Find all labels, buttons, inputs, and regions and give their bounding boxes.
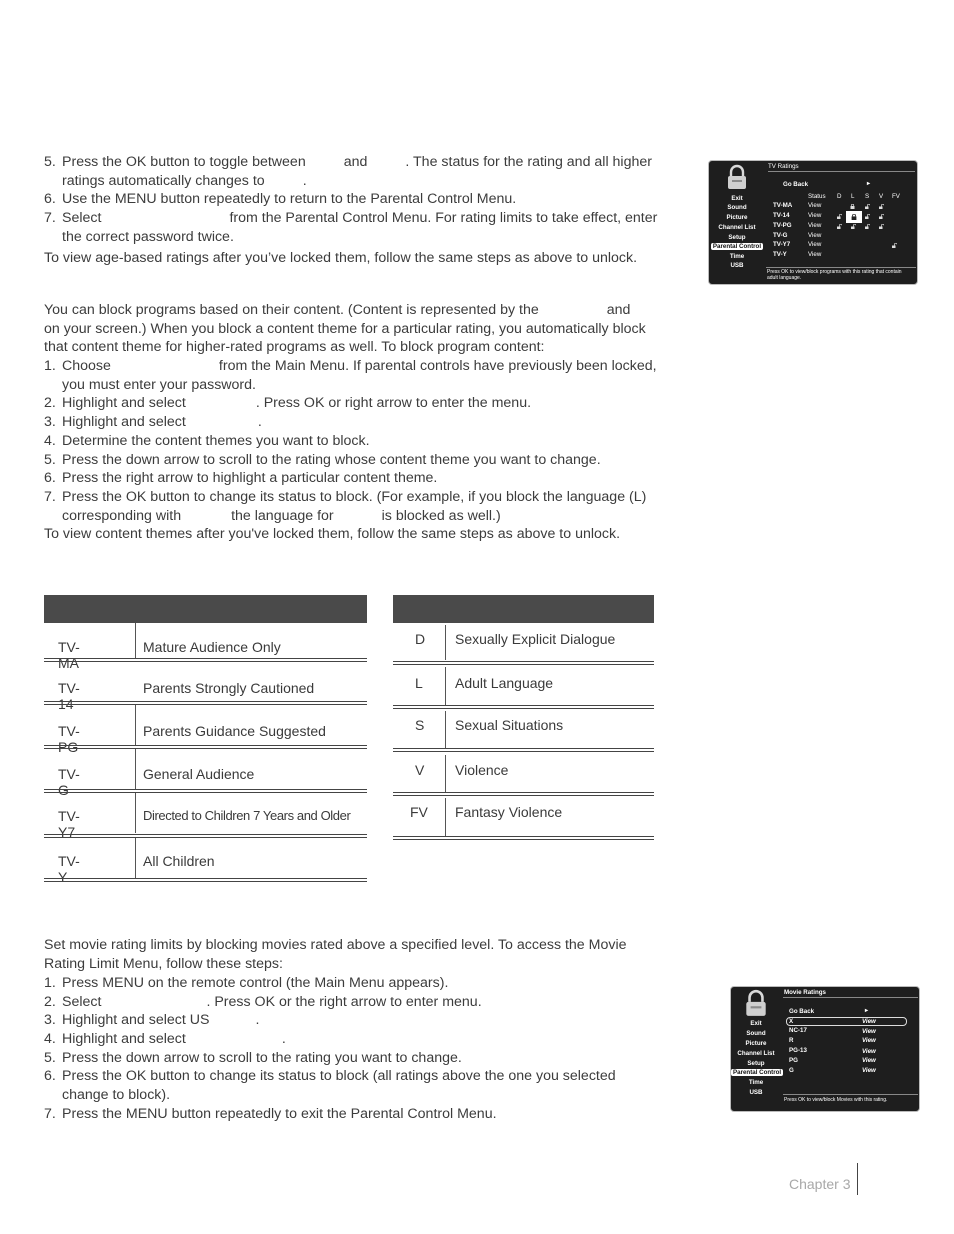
theme-column-header: FV (892, 193, 900, 200)
row-divider (44, 834, 367, 838)
step-line (62, 507, 501, 526)
step-number: 6. (44, 191, 56, 207)
theme-column-header: V (879, 193, 884, 200)
step-number: 1. (44, 975, 56, 991)
step-number: 6. (44, 1068, 56, 1084)
step-text: is blocked as well.) (381, 508, 501, 524)
rating-row-label[interactable]: TV-G (773, 232, 788, 239)
column-divider (445, 667, 446, 705)
rating-row-status: View (862, 1057, 876, 1064)
menu-item-usb[interactable]: USB (730, 262, 744, 269)
rating-row-label[interactable]: TV-PG (773, 222, 792, 229)
hint-text: Press OK to view/block Movies with this rating. (784, 1097, 888, 1103)
rating-row-label[interactable]: G (789, 1067, 794, 1074)
step-text: . (255, 1012, 260, 1028)
rating-row-status: View (808, 202, 822, 209)
step-text: . (302, 173, 307, 189)
menu-item-time[interactable]: Time (748, 1079, 764, 1086)
step-number: 3. (44, 414, 56, 430)
unlock-icon[interactable] (851, 224, 856, 229)
menu-item-parental-control[interactable] (709, 243, 765, 250)
rating-code: TV-MA (58, 639, 80, 671)
rating-row-status: View (808, 251, 822, 258)
theme-column-header: S (865, 193, 870, 200)
step-line: you must enter your password. (62, 377, 256, 393)
step-line (44, 469, 437, 488)
step-number: 5. (44, 452, 56, 468)
menu-item-picture[interactable]: Picture (745, 1040, 767, 1047)
step-number: 4. (44, 1031, 56, 1047)
menu-selected-label: Parental Control (712, 243, 762, 250)
themes-table (393, 595, 654, 845)
rating-row-label[interactable]: PG (789, 1057, 798, 1064)
row-divider (44, 745, 367, 749)
rating-code: TV-14 (58, 680, 80, 712)
column-divider (445, 755, 446, 792)
step-text: the correct password twice. (62, 229, 234, 245)
step-text: Press the OK button to toggle between (62, 154, 306, 170)
rating-row-status: View (862, 1028, 876, 1035)
theme-code: V (415, 762, 425, 778)
step-text: and (343, 154, 368, 170)
selected-row-highlight[interactable] (786, 1017, 907, 1026)
step-line (44, 974, 448, 993)
step-text: ratings automatically changes to (62, 173, 265, 189)
unlock-icon[interactable] (865, 214, 870, 219)
theme-description: Violence (455, 762, 509, 778)
menu-item-usb[interactable]: USB (749, 1089, 763, 1096)
row-divider (44, 658, 367, 662)
column-divider (445, 798, 446, 836)
rating-description: Mature Audience Only (143, 639, 281, 655)
theme-column-header: D (837, 193, 842, 200)
lock-icon (851, 214, 857, 220)
menu-item-picture[interactable]: Picture (726, 214, 748, 221)
row-divider (44, 701, 367, 705)
unlock-icon[interactable] (837, 224, 842, 229)
rating-row-status: View (808, 232, 822, 239)
step-text: from the Parental Control Menu. For rating limits to take effect, enter (229, 210, 658, 226)
themes-table-header (393, 595, 654, 623)
rating-row-status: View (862, 1037, 876, 1044)
step-line (62, 228, 234, 247)
intro-line (44, 301, 630, 320)
step-line (44, 394, 531, 413)
theme-code: L (415, 675, 423, 691)
step-line (44, 209, 657, 228)
step-line (44, 1049, 462, 1068)
rating-row-label[interactable]: PG-13 (789, 1047, 807, 1054)
row-divider (393, 836, 654, 840)
title-rule (783, 997, 918, 998)
status-column-header: Status (808, 193, 826, 200)
hint-text: Press OK to view/block programs with this rating that contain (767, 269, 902, 275)
step-number: 4. (44, 433, 56, 449)
intro-text: and (606, 302, 631, 318)
lock-icon[interactable] (850, 204, 855, 209)
rating-row-label[interactable]: TV-14 (773, 212, 790, 219)
step-text: Highlight and select US (62, 1012, 210, 1028)
step-line (44, 488, 646, 507)
step-line (44, 357, 657, 376)
step-text: Choose (62, 358, 111, 374)
step-text: . Press OK or the right arrow to enter menu. (206, 994, 482, 1010)
step-number: 5. (44, 154, 56, 170)
column-divider (135, 838, 136, 878)
step-text: Press the down arrow to scroll to the rating whose content theme you want to change. (62, 452, 601, 468)
step-number: 7. (44, 210, 56, 226)
step-number: 1. (44, 358, 56, 374)
padlock-icon (745, 989, 767, 1017)
rating-row-status: View (862, 1048, 876, 1055)
rating-row-label[interactable]: TV-Y7 (773, 241, 791, 248)
column-divider (135, 623, 136, 659)
column-divider (135, 793, 136, 833)
step-line (44, 1105, 497, 1124)
step-number: 3. (44, 1012, 56, 1028)
hint-text: adult language. (767, 275, 802, 281)
unlock-icon[interactable] (879, 224, 884, 229)
screen-title: Movie Ratings (784, 989, 826, 996)
row-divider (393, 748, 654, 752)
row-divider (393, 792, 654, 796)
menu-item-sound[interactable]: Sound (727, 204, 747, 211)
step-text: . (257, 414, 262, 430)
menu-item-channel-list[interactable]: Channel List (718, 224, 756, 231)
step-text: corresponding with (62, 508, 182, 524)
rating-code: TV-PG (58, 723, 80, 755)
rating-description: All Children (143, 853, 215, 869)
chapter-label: Chapter 3 (789, 1176, 851, 1192)
movie-ratings-screenshot (730, 986, 920, 1112)
step-text: Highlight and select (62, 414, 186, 430)
unlock-icon[interactable] (879, 214, 884, 219)
column-divider (135, 705, 136, 745)
rating-row-status: View (808, 212, 822, 219)
go-back-item[interactable]: Go Back (789, 1008, 815, 1015)
theme-description: Adult Language (455, 675, 554, 691)
theme-description: Sexual Situations (455, 717, 564, 733)
row-divider (44, 789, 367, 793)
column-divider (445, 711, 446, 749)
unlock-icon[interactable] (892, 243, 897, 248)
step-line (44, 993, 482, 1012)
step-line (44, 153, 652, 172)
step-text: Use the MENU button repeatedly to return to the Parental Control Menu. (62, 191, 517, 207)
menu-item-exit[interactable]: Exit (731, 195, 743, 202)
step-line (62, 172, 307, 191)
step-text: Determine the content themes you want to block. (62, 433, 370, 449)
step-text: Select (62, 210, 102, 226)
theme-code: S (415, 717, 425, 733)
step-text: Press the right arrow to highlight a particular content theme. (62, 470, 438, 486)
arrow-right-icon: ▸ (867, 180, 871, 187)
rating-row-label[interactable]: TV-MA (773, 202, 793, 209)
rating-row-status: View (808, 222, 822, 229)
column-divider (445, 625, 446, 660)
step-number: 6. (44, 470, 56, 486)
rating-row-label[interactable]: X (789, 1018, 794, 1025)
intro-line: that content theme for higher-rated programs as well. To block program content: (44, 339, 545, 355)
column-divider (135, 749, 136, 789)
row-divider (393, 705, 654, 709)
title-rule (768, 171, 915, 172)
note-text: To view age-based ratings after you’ve locked them, follow the same steps as above to unlock. (44, 250, 638, 266)
menu-item-channel-list[interactable]: Channel List (737, 1050, 775, 1057)
intro-line: Rating Limit Menu, follow these steps: (44, 956, 283, 972)
ratings-table-header (44, 595, 367, 623)
theme-description: Sexually Explicit Dialogue (455, 631, 616, 647)
menu-item-setup[interactable]: Setup (728, 234, 746, 241)
theme-description: Fantasy Violence (455, 804, 563, 820)
rating-row-label[interactable]: TV-Y (773, 251, 787, 258)
rating-row-status: View (808, 241, 822, 248)
step-line: change to block). (62, 1087, 171, 1103)
padlock-icon (727, 164, 747, 190)
step-number: 7. (44, 489, 56, 505)
note-text: To view content themes after you've locked them, follow the same steps as above to unlock. (44, 526, 621, 542)
step-number: 2. (44, 994, 56, 1010)
step-text: Highlight and select (62, 395, 186, 411)
rating-row-status: View (862, 1067, 876, 1074)
menu-item-parental-control[interactable] (731, 1069, 781, 1076)
step-line (44, 432, 370, 451)
rating-description: General Audience (143, 766, 255, 782)
rating-description: Parents Strongly Cautioned (143, 680, 315, 696)
step-text: from the Main Menu. If parental controls have previously been locked, (218, 358, 657, 374)
unlock-icon[interactable] (865, 224, 870, 229)
step-line (44, 413, 262, 432)
theme-code: FV (410, 804, 428, 820)
row-divider (44, 878, 367, 882)
rating-description: Parents Guidance Suggested (143, 723, 326, 739)
theme-code: D (415, 631, 426, 647)
rating-description: Directed to Children 7 Years and Older (143, 808, 351, 823)
step-text: Select (62, 994, 102, 1010)
screen-title: TV Ratings (768, 163, 799, 170)
grid-cursor[interactable] (846, 211, 862, 223)
step-number: 5. (44, 1050, 56, 1066)
theme-column-header: L (851, 193, 855, 200)
step-text: . The status for the rating and all higher (405, 154, 652, 170)
rating-code: TV-G (58, 766, 80, 798)
step-line (44, 190, 516, 209)
rating-code: TV-Y (58, 853, 80, 885)
arrow-right-icon: ▸ (865, 1007, 869, 1014)
rating-row-status: View (862, 1018, 876, 1025)
step-number: 7. (44, 1106, 56, 1122)
hint-rule (783, 1094, 918, 1095)
rating-code: TV-Y7 (58, 808, 80, 840)
go-back-item[interactable]: Go Back (783, 181, 809, 188)
ratings-table (44, 595, 367, 885)
step-text: Press the OK button to change its status to block (all ratings above the one you selected (62, 1068, 616, 1084)
row-divider (393, 661, 654, 665)
menu-selected-label: Parental Control (733, 1069, 782, 1076)
menu-item-time[interactable]: Time (729, 253, 745, 260)
menu-item-sound[interactable]: Sound (746, 1030, 766, 1037)
intro-text: You can block programs based on their content. (Content is represented by the (44, 302, 539, 318)
unlock-icon[interactable] (865, 204, 870, 209)
intro-line: Set movie rating limits by blocking movies rated above a specified level. To access the Movie (44, 937, 627, 953)
step-line (44, 451, 601, 470)
step-text: Press the down arrow to scroll to the rating you want to change. (62, 1050, 462, 1066)
step-line (44, 1030, 286, 1049)
rating-row-label[interactable]: NC-17 (789, 1027, 807, 1034)
step-text: . (281, 1031, 286, 1047)
intro-line: on your screen.) When you block a content theme for a particular rating, you automatically block (44, 321, 646, 337)
step-line (44, 1067, 616, 1086)
step-text: the language for (231, 508, 334, 524)
rating-row-label[interactable]: R (789, 1037, 794, 1044)
menu-item-setup[interactable]: Setup (747, 1060, 765, 1067)
step-text: Press the MENU button repeatedly to exit the Parental Control Menu. (62, 1106, 497, 1122)
step-text: Press the OK button to change its status to block. (For example, if you block the language (L) (62, 489, 647, 505)
unlock-icon[interactable] (837, 214, 842, 219)
hint-rule (766, 267, 916, 268)
step-text: . Press OK or right arrow to enter the menu. (255, 395, 532, 411)
unlock-icon[interactable] (879, 204, 884, 209)
step-text: Press MENU on the remote control (the Main Menu appears). (62, 975, 449, 991)
tv-ratings-screenshot (708, 160, 918, 285)
step-text: Highlight and select (62, 1031, 186, 1047)
step-line (44, 1011, 259, 1030)
footer-divider (857, 1163, 858, 1195)
menu-item-exit[interactable]: Exit (750, 1020, 762, 1027)
step-number: 2. (44, 395, 56, 411)
